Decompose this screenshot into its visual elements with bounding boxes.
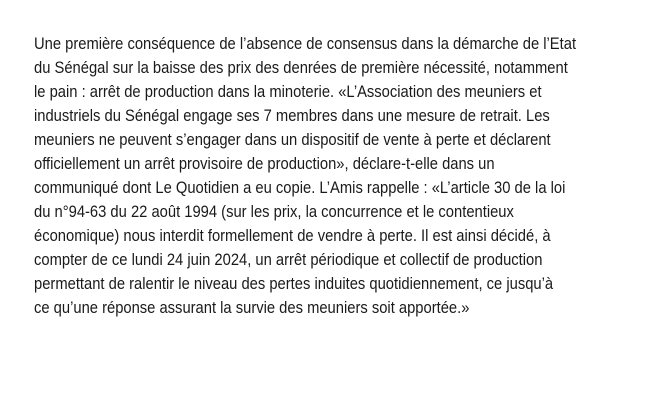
paragraph-line: du n°94-63 du 22 août 1994 (sur les prix, la concurrence et le contentieux (34, 203, 514, 221)
paragraph-line: permettant de ralentir le niveau des pertes induites quotidiennement, ce jusqu’à (34, 275, 554, 293)
article-paragraph (34, 32, 648, 320)
paragraph-line: meuniers ne peuvent s’engager dans un dispositif de vente à perte et déclarent (34, 131, 551, 149)
paragraph-line: ce qu’une réponse assurant la survie des meuniers soit apportée.» (34, 299, 470, 317)
paragraph-line: du Sénégal sur la baisse des prix des denrées de première nécessité, notamment (34, 59, 568, 77)
paragraph-line: Une première conséquence de l’absence de consensus dans la démarche de l’Etat (34, 35, 577, 53)
paragraph-line: industriels du Sénégal engage ses 7 membres dans une mesure de retrait. Les (34, 107, 550, 125)
paragraph-line: le pain : arrêt de production dans la minoterie. «L’Association des meuniers et (34, 83, 542, 101)
paragraph-line: compter de ce lundi 24 juin 2024, un arrêt périodique et collectif de production (34, 251, 543, 269)
paragraph-line: économique) nous interdit formellement de vendre à perte. Il est ainsi décidé, à (34, 227, 551, 245)
paragraph-line: officiellement un arrêt provisoire de production», déclare-t-elle dans un (34, 155, 495, 173)
paragraph-line: communiqué dont Le Quotidien a eu copie. L’Amis rappelle : «L’article 30 de la loi (34, 179, 566, 197)
